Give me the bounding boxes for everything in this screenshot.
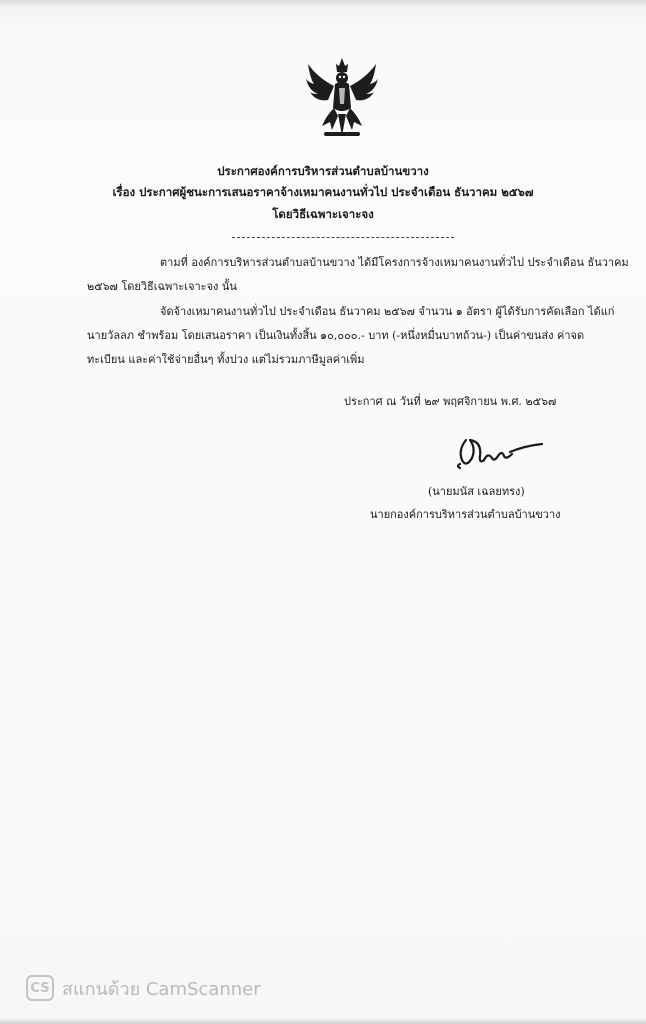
- signature-icon: [452, 430, 548, 472]
- paragraph-1-line-2: ๒๕๖๗ โดยวิธีเฉพาะเจาะจง นั้น: [87, 280, 237, 293]
- camscanner-watermark: [26, 973, 261, 1003]
- paragraph-2-line-2: นายวัลลภ ชำพร้อม โดยเสนอราคา เป็นเงินทั้งสิ้น ๑๐,๐๐๐.- บาท (-หนึ่งหมื่นบาทถ้วน-) เป็นค่าขนส่ง ค่าจด: [87, 329, 585, 342]
- garuda-emblem-icon: [304, 56, 380, 140]
- signer-name: (นายมนัส เฉลยทรง): [428, 485, 525, 498]
- procurement-method: โดยวิธีเฉพาะเจาะจง: [272, 207, 374, 221]
- paragraph-2-line-3: ทะเบียน และค่าใช้จ่ายอื่นๆ ทั้งปวง แต่ไม่รวมภาษีมูลค่าเพิ่ม: [87, 353, 365, 366]
- issue-date: ประกาศ ณ วันที่ ๒๙ พฤศจิกายน พ.ศ. ๒๕๖๗: [344, 395, 557, 408]
- camscanner-logo-icon: CS: [26, 975, 54, 1001]
- signer-title: นายกองค์การบริหารส่วนตำบลบ้านขวาง: [370, 508, 561, 521]
- paragraph-2-line-1: จัดจ้างเหมาคนงานทั่วไป ประจำเดือน ธันวาคม ๒๕๖๗ จำนวน ๑ อัตรา ผู้ได้รับการคัดเลือก ได้แก่: [160, 305, 615, 318]
- announcement-subject: เรื่อง ประกาศผู้ชนะการเสนอราคาจ้างเหมาคนงานทั่วไป ประจำเดือน ธันวาคม ๒๕๖๗: [112, 185, 534, 199]
- scan-edge-top: [0, 0, 646, 8]
- paragraph-1-line-1: ตามที่ องค์การบริหารส่วนตำบลบ้านขวาง ได้มีโครงการจ้างเหมาคนงานทั่วไป ประจำเดือน ธันวาคม: [160, 256, 629, 269]
- scan-edge-bottom: [0, 1018, 646, 1024]
- announcement-heading: ประกาศองค์การบริหารส่วนตำบลบ้านขวาง: [217, 164, 429, 178]
- header-divider: [232, 237, 454, 238]
- watermark-text: สแกนด้วย CamScanner: [62, 978, 261, 1000]
